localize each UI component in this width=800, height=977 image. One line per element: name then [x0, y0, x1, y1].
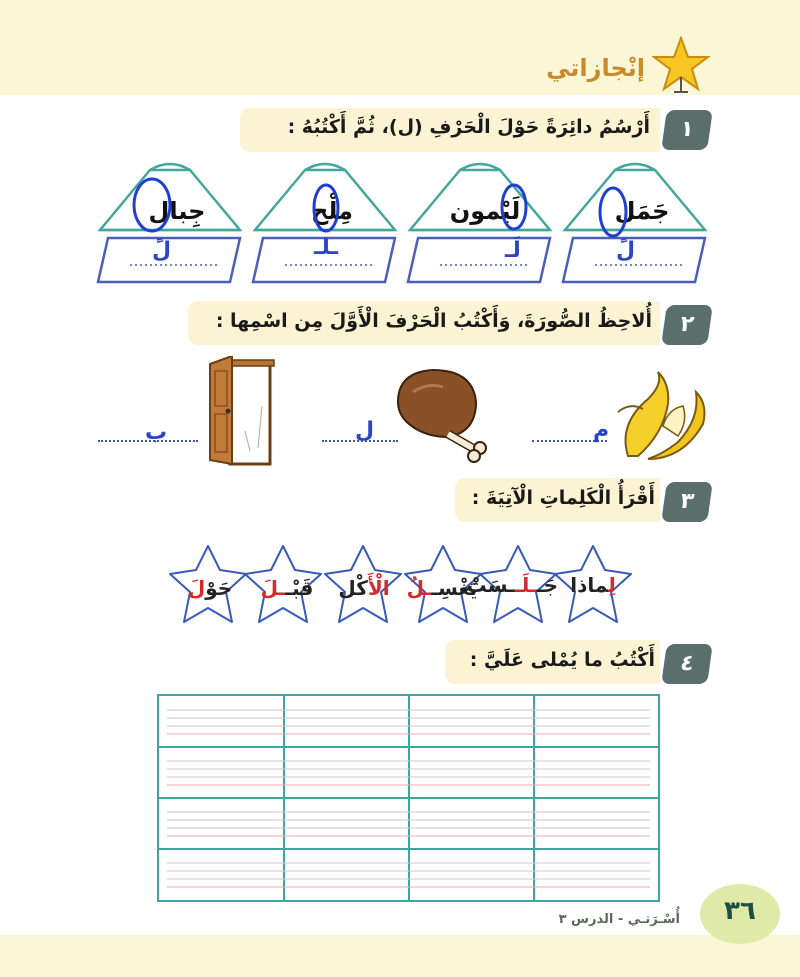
- exercise2-number: ٢: [661, 305, 713, 345]
- banana-image: [608, 364, 718, 464]
- exercise3-word: الْأَكْل: [338, 576, 390, 600]
- exercise2-answer: م: [593, 418, 610, 443]
- lesson-label: أُسْـرَتـي - الدرس ٣: [558, 912, 680, 927]
- exercise1-word: لَيْمون: [449, 197, 521, 225]
- exercise3-word: جَــلَــسَتْ: [466, 573, 558, 597]
- exercise3-word: قَبْــلَ: [260, 576, 314, 600]
- exercise2-answer: ل: [355, 418, 375, 443]
- exercise1-answer: ـلـ: [314, 235, 339, 260]
- exercise1-word: مِلْح: [311, 197, 353, 225]
- exercise1-answer: لً: [616, 238, 636, 263]
- exercise2-instruction: أُلاحِظُ الصُّورَةَ، وَأَكْتُبُ الْحَرْفَ الْأَوَّلَ مِن اسْمِها :: [215, 310, 652, 332]
- footer-band: [0, 935, 800, 977]
- exercise4-instruction: أَكْتُبُ ما يُمْلى عَلَيَّ :: [469, 649, 655, 671]
- page-title: إنْجازاتي: [546, 54, 645, 82]
- page-number: ٣٦: [724, 896, 756, 926]
- exercise3-instruction: أَقْرَأُ الْكَلِماتِ الْآتِيَةَ :: [471, 487, 655, 509]
- exercise1-word: جَمَل: [614, 197, 670, 225]
- exercise1-word: جِبال: [148, 197, 206, 225]
- exercise1-instruction: أَرْسُمُ دائِرَةً حَوْلَ الْحَرْفِ (ل)، ثُمَّ أَكْتُبُهُ :: [287, 116, 650, 138]
- exercise3-word: يَغْسِــلُ: [406, 576, 478, 600]
- exercise1-answer: لً: [152, 238, 172, 263]
- exercise3-word: حَوْلَ: [187, 576, 233, 600]
- door-image: [200, 356, 290, 466]
- exercise1-answer: لَـ: [505, 238, 521, 263]
- star-icon: [652, 36, 710, 94]
- exercise1-circles: [100, 175, 660, 255]
- exercise3-word: لِماذا: [570, 573, 616, 597]
- exercise4-number: ٤: [661, 644, 713, 684]
- writing-grid[interactable]: [157, 694, 660, 902]
- exercise3-number: ٣: [661, 482, 713, 522]
- exercise2-answer: ب: [145, 420, 168, 445]
- exercise1-number: ١: [661, 110, 713, 150]
- chicken-leg-image: [388, 362, 500, 466]
